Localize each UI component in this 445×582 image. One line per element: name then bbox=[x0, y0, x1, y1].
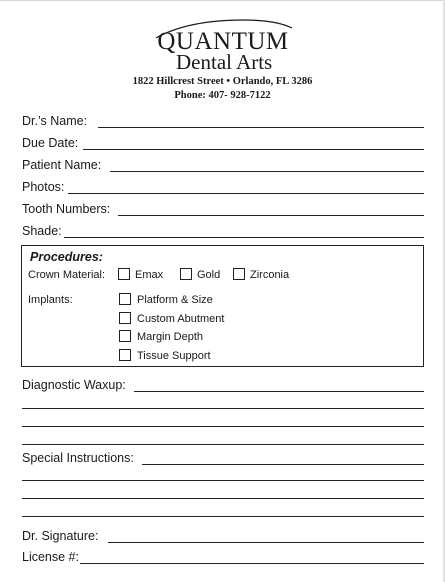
diagnostic-waxup-line[interactable] bbox=[134, 391, 424, 392]
field-due-date-line[interactable] bbox=[83, 149, 424, 150]
procedures-title: Procedures: bbox=[30, 250, 103, 264]
field-photos-label: Photos: bbox=[22, 180, 65, 194]
logo-main-text: QUANTUM bbox=[157, 28, 289, 55]
diagnostic-waxup-line-2[interactable] bbox=[22, 408, 424, 409]
license-line[interactable] bbox=[80, 563, 424, 564]
special-instructions-label: Special Instructions: bbox=[22, 451, 134, 465]
company-phone: Phone: 407- 928-7122 bbox=[174, 90, 271, 101]
field-patient-name-label: Patient Name: bbox=[22, 158, 102, 172]
field-tooth-numbers-label: Tooth Numbers: bbox=[22, 202, 111, 216]
top-edge bbox=[0, 0, 445, 1]
field-doctor-name-label: Dr.’s Name: bbox=[22, 114, 88, 128]
field-due-date bbox=[22, 135, 424, 153]
field-signature bbox=[22, 528, 424, 546]
implant-margin-checkbox[interactable] bbox=[119, 330, 131, 342]
field-photos bbox=[22, 179, 424, 197]
crown-gold-label: Gold bbox=[197, 269, 221, 281]
implant-platform-label: Platform & Size bbox=[137, 294, 213, 306]
crown-material-label: Crown Material: bbox=[28, 269, 106, 281]
special-instructions-line-2[interactable] bbox=[22, 480, 424, 481]
crown-emax-checkbox[interactable] bbox=[118, 268, 130, 280]
license-label: License #: bbox=[22, 550, 79, 564]
company-address: 1822 Hillcrest Street • Orlando, FL 3286 bbox=[132, 76, 313, 87]
special-instructions-line[interactable] bbox=[142, 464, 424, 465]
implant-margin-label: Margin Depth bbox=[137, 331, 204, 343]
crown-zirconia-checkbox[interactable] bbox=[233, 268, 245, 280]
field-tooth-numbers-line[interactable] bbox=[118, 215, 424, 216]
field-doctor-name-line[interactable] bbox=[98, 127, 424, 128]
implant-tissue-label: Tissue Support bbox=[137, 350, 211, 362]
implant-abutment-checkbox[interactable] bbox=[119, 312, 131, 324]
field-shade-line[interactable] bbox=[64, 237, 424, 238]
section-special-instructions bbox=[22, 450, 424, 468]
signature-line[interactable] bbox=[108, 542, 424, 543]
field-photos-line[interactable] bbox=[68, 193, 424, 194]
field-shade bbox=[22, 223, 424, 241]
crown-zirconia-label: Zirconia bbox=[250, 269, 290, 281]
field-shade-label: Shade: bbox=[22, 224, 62, 238]
implants-label: Implants: bbox=[28, 294, 73, 306]
implant-tissue-checkbox[interactable] bbox=[119, 349, 131, 361]
section-diagnostic-waxup bbox=[22, 377, 424, 395]
field-due-date-label: Due Date: bbox=[22, 136, 79, 150]
crown-gold-checkbox[interactable] bbox=[180, 268, 192, 280]
field-doctor-name bbox=[22, 113, 424, 131]
implant-platform-checkbox[interactable] bbox=[119, 293, 131, 305]
field-tooth-numbers bbox=[22, 201, 424, 219]
special-instructions-line-3[interactable] bbox=[22, 498, 424, 499]
diagnostic-waxup-label: Diagnostic Waxup: bbox=[22, 378, 126, 392]
diagnostic-waxup-line-3[interactable] bbox=[22, 426, 424, 427]
field-license bbox=[22, 549, 424, 567]
procedures-box bbox=[21, 245, 424, 367]
crown-emax-label: Emax bbox=[135, 269, 164, 281]
implant-abutment-label: Custom Abutment bbox=[137, 313, 225, 325]
field-patient-name-line[interactable] bbox=[110, 171, 424, 172]
field-patient-name bbox=[22, 157, 424, 175]
logo-sub-text: Dental Arts bbox=[176, 50, 273, 74]
special-instructions-line-4[interactable] bbox=[22, 516, 424, 517]
diagnostic-waxup-line-4[interactable] bbox=[22, 444, 424, 445]
signature-label: Dr. Signature: bbox=[22, 529, 99, 543]
company-logo bbox=[148, 16, 298, 76]
